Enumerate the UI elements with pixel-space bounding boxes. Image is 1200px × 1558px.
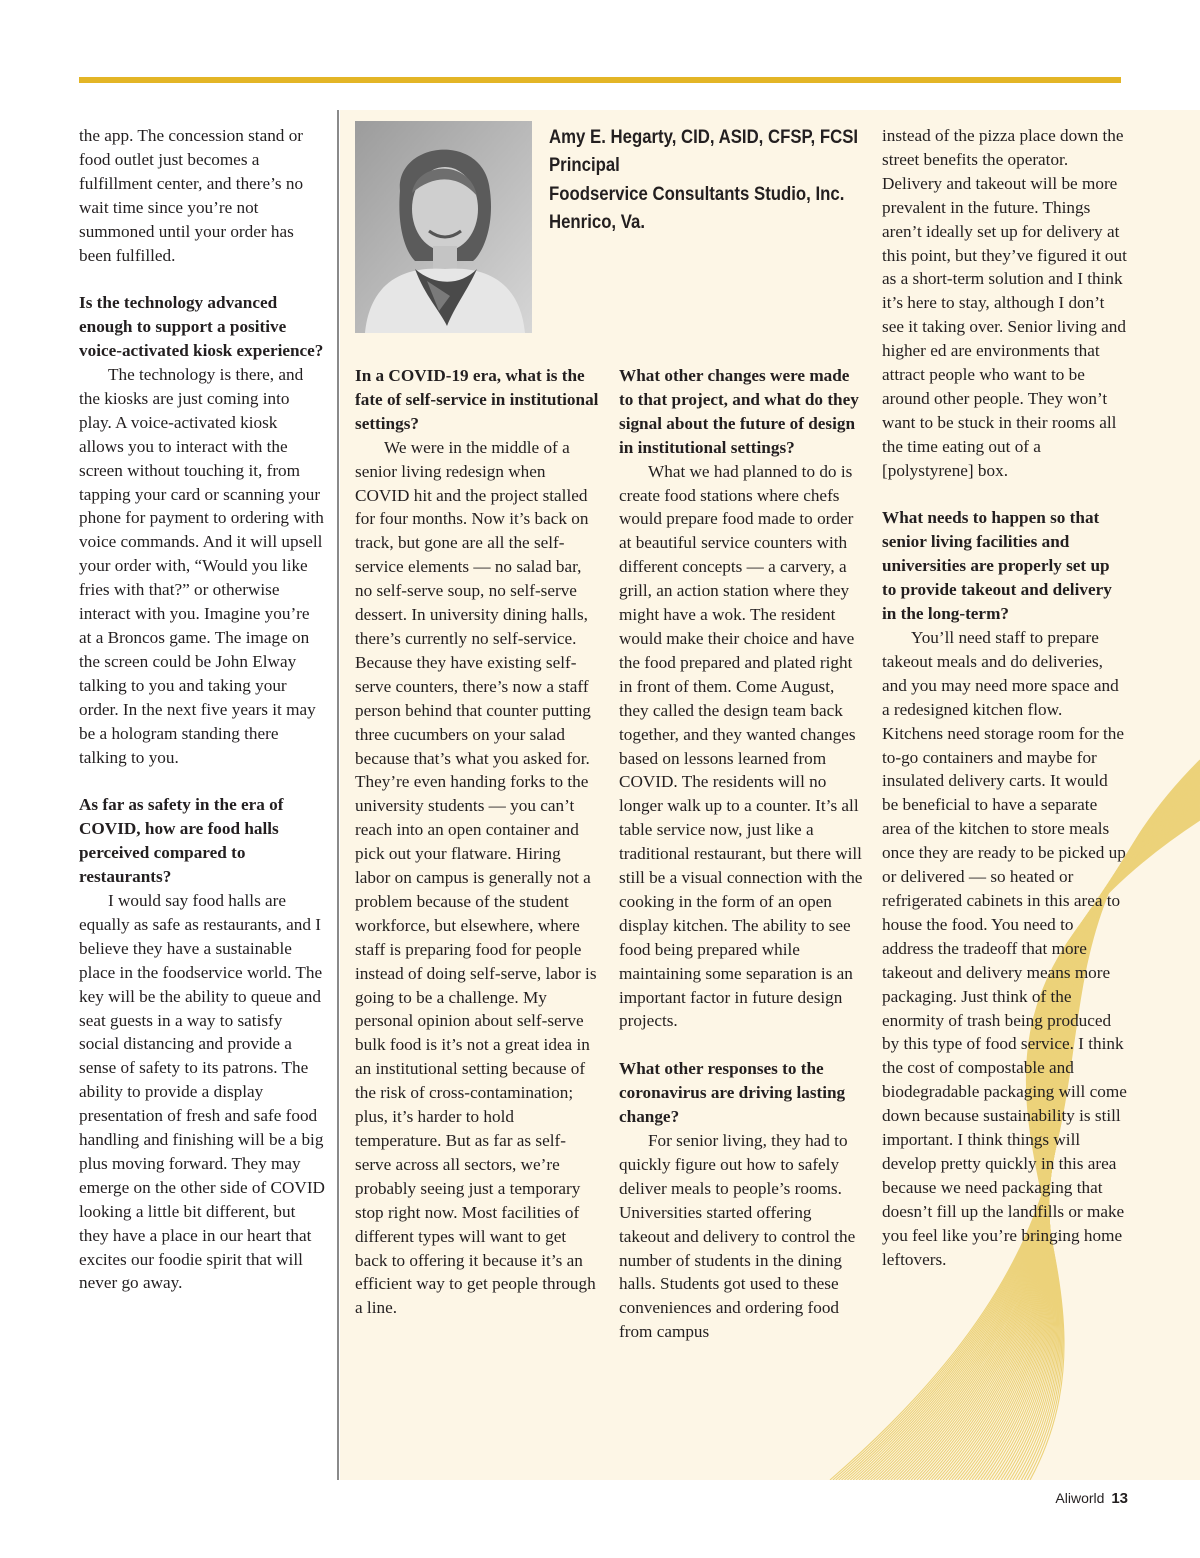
interview-question: What other changes were made to that project, and what do they signal about the future of design in institutional settings? [619, 366, 859, 457]
top-accent-rule [79, 77, 1121, 83]
column-divider [337, 110, 339, 1480]
interviewee-title: Principal [549, 154, 620, 177]
article-column-3 [619, 364, 864, 1344]
interview-question: As far as safety in the era of COVID, how are food halls perceived compared to restaurants? [79, 795, 284, 887]
interview-answer: The technology is there, and the kiosks are just coming into play. A voice-activated kiosk allows you to interact with the screen without touching it, from tapping your card or scanning your phone for payment to ordering with voice commands. And it will upsell your order with, “Would you like fries with that?” or otherwise interact with you. Imagine you’re at a Broncos game. The image on the screen could be John Elway talking to you and taking your order. In the next five years it may be a hologram standing there talking to you. [79, 365, 324, 767]
interview-answer: We were in the middle of a senior living redesign when COVID hit and the project stalled for four months. Now it’s back on track, but gone are all the self-service elements — no salad bar, no self-serve soup, no self-serve dessert. In university dining halls, there’s currently no self-service. Because they have existing self-serve counters, there’s now a staff person behind that counter putting three cucumbers on your salad because that’s what you asked for. They’re even handing forks to the university students — you can’t reach into an open container and pick out your flatware. Hiring labor on campus is generally not a problem because of the student workforce, but elsewhere, where staff is preparing food for people instead of doing self-serve, labor is going to be a challenge. My personal opinion about self-serve bulk food is it’s not a great idea in an institutional setting because of the risk of cross-contamination; plus, it’s harder to hold temperature. But as far as self-serve across all sectors, we’re probably seeing just a temporary stop right now. Most facilities of different types will want to get back to offering it because it’s an efficient way to get people through a line. [355, 437, 597, 1318]
interview-question: In a COVID-19 era, what is the fate of self-service in institutional settings? [355, 366, 599, 433]
magazine-name: Aliworld [1055, 1490, 1105, 1506]
interview-question: What other responses to the coronavirus are driving lasting change? [619, 1059, 846, 1127]
interview-answer: You’ll need staff to prepare takeout meals and do deliveries, and you may need more space and a redesigned kitchen flow. Kitchens need storage room for the to-go containers and maybe for insulated delivery carts. It would be beneficial to have a separate area of the kitchen to store meals once they are ready to be picked up or delivered — so heated or refrigerated cabinets in this area to house the food. You need to address the tradeoff that more takeout and delivery means more packaging. Just think of the enormity of trash being produced by this type of food service. I think the cost of compostable and biodegradable packaging will come down because sustainability is still important. I think things will develop pretty quickly in this area because we need packaging that doesn’t fill up the landfills or make you feel like you’re bringing home leftovers. [882, 628, 1127, 1269]
interviewee-byline [549, 123, 859, 237]
article-column-2 [355, 364, 600, 1320]
article-column-1 [79, 124, 325, 1295]
paragraph: instead of the pizza place down the street benefits the operator. Delivery and takeout will be more prevalent in the future. Things aren’t ideally set up for delivery at this point, but they’ve figured it out as a short-term solution and I think it’s here to stay, although I don’t see it taking over. Senior living and higher ed are environments that attract people who want to be around other people. They won’t want to be stuck in their rooms all the time eating out of a [polystyrene] box. [882, 126, 1127, 480]
page-footer [1055, 1490, 1128, 1507]
interviewee-location: Henrico, Va. [549, 211, 646, 234]
portrait-photo [355, 121, 532, 333]
interview-question: What needs to happen so that senior living facilities and universities are properly set up to provide takeout and delivery in the long-term? [882, 508, 1112, 624]
interviewee-name: Amy E. Hegarty, CID, ASID, CFSP, FCSI [549, 126, 859, 148]
article-column-4 [882, 124, 1127, 1271]
interview-answer: What we had planned to do is create food stations where chefs would prepare food made to order at beautiful service counters with different concepts — a carvery, a grill, an action station where they might have a wok. The resident would make their choice and have the food prepared and plated right in front of them. Come August, they called the design team back together, and they wanted changes based on lessons learned from COVID. The residents will no longer walk up to a counter. It’s all table service now, just like a traditional restaurant, but there will still be a visual connection with the cooking in the form of an open display kitchen. The ability to see food being prepared while maintaining some separation is an important factor in future design projects. [619, 461, 863, 1031]
interview-question: Is the technology advanced enough to support a positive voice-activated kiosk experience? [79, 293, 324, 361]
page-number: 13 [1111, 1490, 1128, 1507]
interviewee-company: Foodservice Consultants Studio, Inc. [549, 182, 845, 205]
paragraph: the app. The concession stand or food outlet just becomes a fulfillment center, and there’s no wait time since you’re not summoned until your order has been fulfilled. [79, 126, 304, 265]
interview-answer: I would say food halls are equally as safe as restaurants, and I believe they have a sustainable place in the foodservice world. The key will be the ability to queue and seat guests in a way to satisfy social distancing and provide a sense of safety to its patrons. The ability to provide a display presentation of fresh and safe food handling and finishing will be a big plus moving forward. They may emerge on the other side of COVID looking a little bit different, but they have a place in our heart that excites our foodie spirit that will never go away. [79, 890, 325, 1293]
interview-answer: For senior living, they had to quickly figure out how to safely deliver meals to people’s rooms. Universities started offering takeout and delivery to control the number of students in the dining halls. Students got used to these conveniences and ordering food from campus [619, 1130, 856, 1342]
